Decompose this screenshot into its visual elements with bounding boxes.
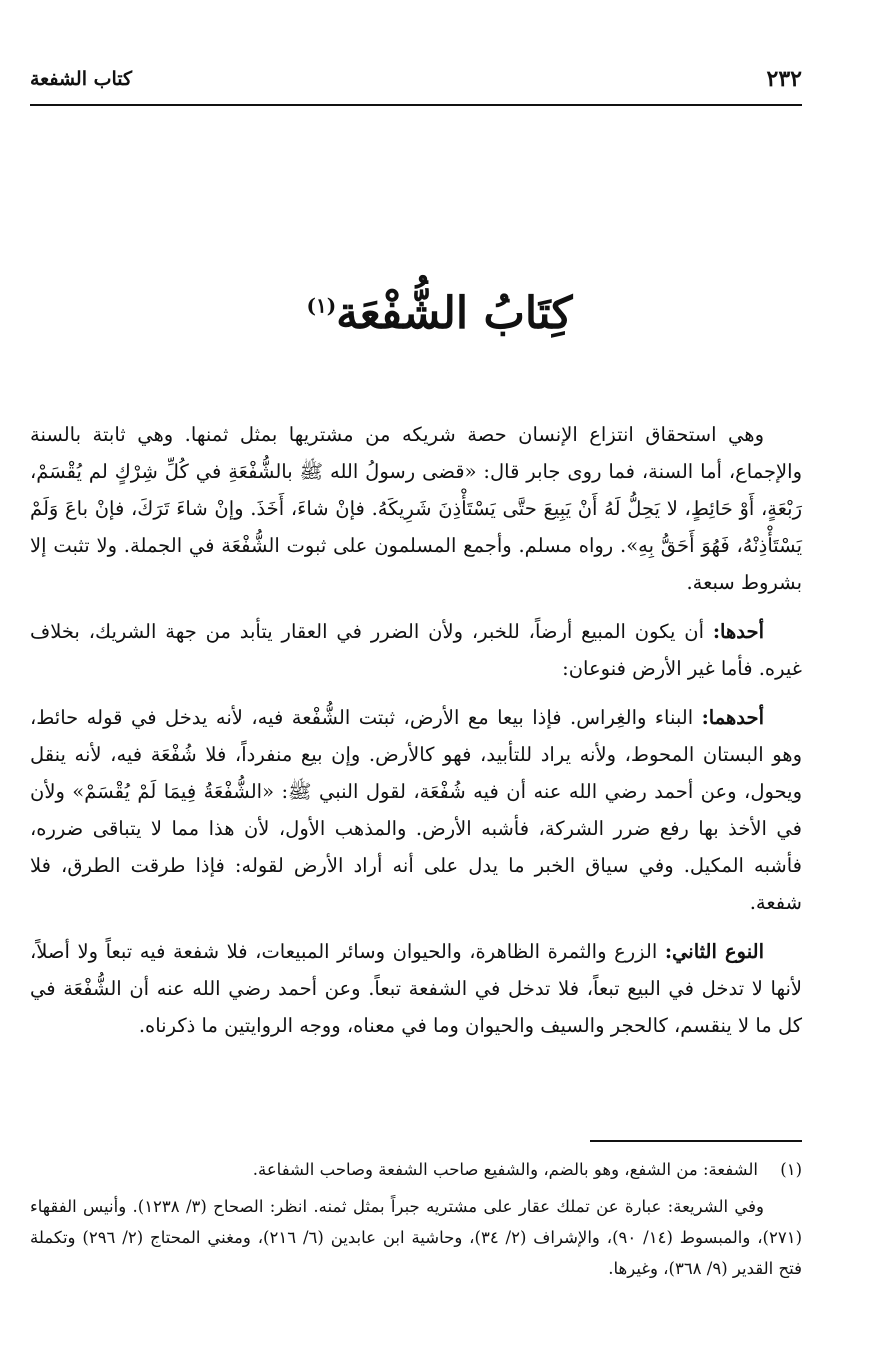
paragraph-lead: النوع الثاني: [664,940,764,963]
chapter-title [0,288,879,339]
footnote-continuation [30,1191,802,1284]
paragraph-text: الزرع والثمرة الظاهرة، والحيوان وسائر المبيعات، فلا شفعة فيه تبعاً ولا أصلاً، لأنها لا تدخل في البيع تبعاً، فلا تدخل في الشفعة تبعاً. وعن أحمد رضي الله عنه أن الشُّفْعَة في كل ما لا ينقسم، كالحجر والسيف والحيوان وما في معناه، ووجه الروايتين ما ذكرناه. [30,940,802,1037]
header-rule [30,104,802,106]
body-text [30,416,802,1056]
paragraph-text: البناء والغِراس. فإذا بيعا مع الأرض، ثبتت الشُّفْعة فيه، لأنه يدخل في قوله حائط، وهو البستان المحوط، ولأنه يراد للتأبيد، فهو كالأرض. وإن بيع منفرداً، فلا شُفْعَة فيه، لأنه ينقل ويحول، وعن أحمد رضي الله عنه أن فيه شُفْعَة، لقول النبي ﷺ: «الشُّفْعَةُ فِيمَا لَمْ يُقْسَمْ» ولأن في الأخذ بها رفع ضرر الشركة، فأشبه الأرض. والمذهب الأول، لأن هذا مما لا يتباقى ضرره، فأشبه المكيل. وفي سياق الخبر ما يدل على أنه أراد الأرض لقوله: فإذا طرقت الطرق، فلا شفعة. [30,706,802,914]
paragraph-text: أن يكون المبيع أرضاً، للخبر، ولأن الضرر في العقار يتأبد من جهة الشريك، بخلاف غيره. فأما غير الأرض فنوعان: [30,620,802,680]
page-number: ٢٣٢ [766,66,802,92]
paragraph-type-2 [30,933,802,1044]
footnote-line-2: وفي الشريعة: عبارة عن تملك عقار على مشتريه جبراً بمثل ثمنه. انظر: الصحاح (٣/ ١٢٣٨). وأنيس الفقهاء (٢٧١)، والمبسوط (١٤/ ٩٠)، والإشراف (٢/ ٣٤)، وحاشية ابن عابدين (٦/ ٢١٦)، ومغني المحتاج (٢/ ٢٩٦) وتكملة فتح القدير (٩/ ٣٦٨)، وغيرها. [30,1197,803,1278]
paragraph-intro-text: وهي استحقاق انتزاع الإنسان حصة شريكه من مشتريها بمثل ثمنها. وهي ثابتة بالسنة والإجماع، أما السنة، فما روى جابر قال: «قضى رسولُ الله ﷺ بالشُّفْعَةِ في كُلِّ شِرْكٍ لم يُقْسَمْ، رَبْعَةٍ، أَوْ حَائِطٍ، لا يَحِلُّ لَهُ أَنْ يَبِيعَ حتَّى يَسْتَأْذِنَ شَرِيكَهُ. فإنْ شاءَ، أَخَذَ. وإنْ شاءَ تَرَكَ، فإنْ باعَ وَلَمْ يَسْتَأْذِنْهُ، فَهُوَ أَحَقُّ بِهِ». رواه مسلم. وأجمع المسلمون على ثبوت الشُّفْعَة في الجملة. ولا تثبت إلا بشروط سبعة. [30,423,802,594]
paragraph-condition-1 [30,613,802,687]
paragraph-type-1 [30,699,802,921]
paragraph-intro [30,416,802,601]
chapter-title-text: كِتَابُ الشُّفْعَة [336,288,573,339]
footnotes [30,1154,802,1290]
footnote-marker: (١) [780,1160,802,1179]
chapter-footnote-ref: (١) [306,293,337,318]
footnote-separator [590,1140,802,1142]
paragraph-lead: أحدهما: [701,706,764,729]
footnote-1 [30,1154,802,1185]
footnote-line-1: الشفعة: من الشفع، وهو بالضم، والشفيع صاحب الشفعة وصاحب الشفاعة. [252,1160,758,1179]
page-header [30,62,802,102]
paragraph-lead: أحدها: [712,620,764,643]
running-title: كتاب الشفعة [30,68,133,90]
